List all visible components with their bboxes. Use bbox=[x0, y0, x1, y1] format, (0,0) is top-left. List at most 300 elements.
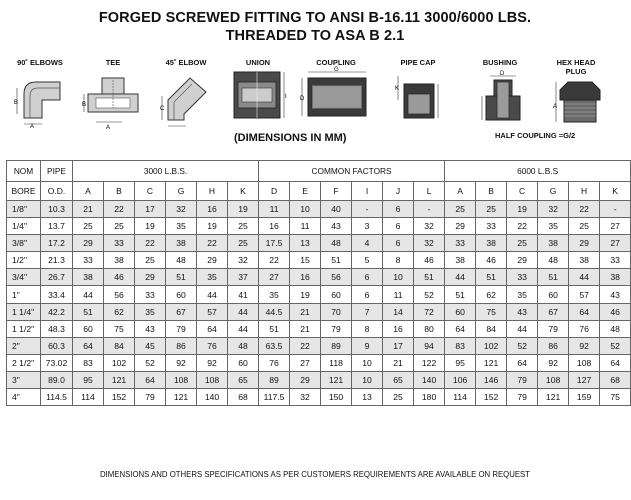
table-cell: 152 bbox=[104, 389, 135, 406]
table-row bbox=[7, 286, 631, 303]
table-cell: 79 bbox=[507, 389, 538, 406]
table-cell: 32 bbox=[414, 218, 445, 235]
table-cell: 4 bbox=[352, 235, 383, 252]
table-cell: 33 bbox=[73, 252, 104, 269]
table-cell: 121 bbox=[104, 371, 135, 388]
table-cell: 57 bbox=[569, 286, 600, 303]
nom-bore-cell: 4" bbox=[7, 389, 41, 406]
table-cell: 48 bbox=[321, 235, 352, 252]
column-header-h: H bbox=[569, 182, 600, 201]
table-cell: 46 bbox=[476, 252, 507, 269]
table-cell: 19 bbox=[135, 218, 166, 235]
table-cell: 11 bbox=[259, 201, 290, 218]
table-cell: 64 bbox=[600, 354, 631, 371]
table-cell: 38 bbox=[600, 269, 631, 286]
table-cell: 51 bbox=[414, 269, 445, 286]
table-cell: 40 bbox=[321, 201, 352, 218]
table-cell: 60 bbox=[445, 303, 476, 320]
column-header-k: K bbox=[228, 182, 259, 201]
nom-bore-cell: 1/4" bbox=[7, 218, 41, 235]
table-cell: 92 bbox=[166, 354, 197, 371]
table-cell: 121 bbox=[538, 389, 569, 406]
table-row bbox=[7, 201, 631, 218]
table-cell: 14 bbox=[383, 303, 414, 320]
column-header-l: L bbox=[414, 182, 445, 201]
table-cell: 51 bbox=[259, 320, 290, 337]
table-row bbox=[7, 320, 631, 337]
nom-bore-cell: 1/8" bbox=[7, 201, 41, 218]
table-row bbox=[7, 389, 631, 406]
table-cell: 150 bbox=[321, 389, 352, 406]
column-header-f: F bbox=[321, 182, 352, 201]
table-cell: 56 bbox=[321, 269, 352, 286]
column-header-a: A bbox=[445, 182, 476, 201]
figure-label-bushing: BUSHING bbox=[482, 58, 518, 67]
figure-label-hex-head-plug: HEX HEAD PLUG bbox=[556, 58, 596, 76]
column-header-h: H bbox=[197, 182, 228, 201]
table-cell: 29 bbox=[507, 252, 538, 269]
table-cell: 10 bbox=[383, 269, 414, 286]
table-row bbox=[7, 337, 631, 354]
table-cell: 95 bbox=[445, 354, 476, 371]
table-cell: 51 bbox=[73, 303, 104, 320]
table-cell: 29 bbox=[197, 252, 228, 269]
table-cell: 44.5 bbox=[259, 303, 290, 320]
svg-text:B: B bbox=[14, 100, 19, 106]
table-cell: 35 bbox=[166, 218, 197, 235]
column-header-d: D bbox=[259, 182, 290, 201]
table-cell: 86 bbox=[538, 337, 569, 354]
table-row bbox=[7, 354, 631, 371]
table-cell: 32 bbox=[166, 201, 197, 218]
svg-text:G: G bbox=[334, 67, 339, 73]
table-cell: 21 bbox=[383, 354, 414, 371]
table-cell: 6 bbox=[352, 269, 383, 286]
table-cell: 46 bbox=[104, 269, 135, 286]
table-cell: 22 bbox=[104, 201, 135, 218]
table-cell: 22 bbox=[569, 201, 600, 218]
table-cell: 76 bbox=[569, 320, 600, 337]
table-cell: 6 bbox=[352, 286, 383, 303]
pipe-od-cell: 42.2 bbox=[41, 303, 73, 320]
table-cell: 79 bbox=[135, 389, 166, 406]
table-cell: 127 bbox=[569, 371, 600, 388]
table-cell: 60 bbox=[321, 286, 352, 303]
table-cell: 35 bbox=[507, 286, 538, 303]
table-cell: 121 bbox=[321, 371, 352, 388]
table-cell: 102 bbox=[104, 354, 135, 371]
table-cell: 94 bbox=[414, 337, 445, 354]
table-cell: 33 bbox=[135, 286, 166, 303]
table-cell: 19 bbox=[228, 201, 259, 218]
table-cell: 89 bbox=[259, 371, 290, 388]
header-3000-lbs: 3000 L.B.S. bbox=[73, 161, 259, 182]
table-cell: 15 bbox=[290, 252, 321, 269]
table-cell: 22 bbox=[290, 337, 321, 354]
column-header-c: C bbox=[135, 182, 166, 201]
pipe-od-cell: 26.7 bbox=[41, 269, 73, 286]
table-cell: 140 bbox=[197, 389, 228, 406]
table-cell: 51 bbox=[445, 286, 476, 303]
nom-bore-cell: 2" bbox=[7, 337, 41, 354]
column-header-k: K bbox=[600, 182, 631, 201]
table-cell: 64 bbox=[135, 371, 166, 388]
table-cell: 38 bbox=[538, 235, 569, 252]
pipe-cap-drawing bbox=[394, 68, 444, 126]
table-cell: 45 bbox=[135, 337, 166, 354]
nom-bore-cell: 1" bbox=[7, 286, 41, 303]
table-cell: - bbox=[600, 201, 631, 218]
table-cell: 63.5 bbox=[259, 337, 290, 354]
figure-label-tee: TEE bbox=[105, 58, 121, 67]
table-cell: 48 bbox=[228, 337, 259, 354]
table-cell: 92 bbox=[197, 354, 228, 371]
pipe-od-cell: 48.3 bbox=[41, 320, 73, 337]
table-cell: 67 bbox=[538, 303, 569, 320]
header-od: O.D. bbox=[41, 182, 73, 201]
table-cell: 64 bbox=[445, 320, 476, 337]
table-cell: 43 bbox=[600, 286, 631, 303]
nom-bore-cell: 1 1/4" bbox=[7, 303, 41, 320]
table-cell: 46 bbox=[414, 252, 445, 269]
table-cell: 17 bbox=[135, 201, 166, 218]
nom-bore-cell: 2 1/2" bbox=[7, 354, 41, 371]
table-body bbox=[7, 201, 631, 406]
column-header-j: J bbox=[383, 182, 414, 201]
table-cell: 117.5 bbox=[259, 389, 290, 406]
table-cell: 25 bbox=[228, 218, 259, 235]
table-cell: 43 bbox=[135, 320, 166, 337]
table-cell: 17 bbox=[383, 337, 414, 354]
table-row bbox=[7, 269, 631, 286]
table-cell: 108 bbox=[166, 371, 197, 388]
pipe-od-cell: 89.0 bbox=[41, 371, 73, 388]
table-cell: 60 bbox=[228, 354, 259, 371]
table-cell: 68 bbox=[600, 371, 631, 388]
table-cell: 62 bbox=[104, 303, 135, 320]
table-cell: 44 bbox=[569, 269, 600, 286]
table-cell: 33 bbox=[507, 269, 538, 286]
figure-label-coupling: COUPLING bbox=[316, 58, 356, 67]
nom-bore-cell: 3/4" bbox=[7, 269, 41, 286]
table-cell: 19 bbox=[290, 286, 321, 303]
elbow-45-drawing bbox=[160, 70, 214, 130]
table-cell: 114 bbox=[445, 389, 476, 406]
table-cell: 51 bbox=[538, 269, 569, 286]
table-cell: 122 bbox=[414, 354, 445, 371]
table-group-header-row bbox=[7, 161, 631, 182]
dimensions-note: (DIMENSIONS IN MM) bbox=[234, 132, 347, 144]
table-cell: 86 bbox=[166, 337, 197, 354]
table-cell: 8 bbox=[383, 252, 414, 269]
hex-plug-drawing bbox=[554, 78, 606, 132]
nom-bore-cell: 1 1/2" bbox=[7, 320, 41, 337]
table-cell: 140 bbox=[414, 371, 445, 388]
table-cell: 62 bbox=[476, 286, 507, 303]
footer-note: DIMENSIONS AND OTHERS SPECIFICATIONS AS PER CUSTOMERS REQUIREMENTS ARE AVAILABLE ON REQUEST bbox=[99, 470, 531, 479]
table-cell: 10 bbox=[352, 371, 383, 388]
figure-label-45-elbow: 45˚ ELBOW bbox=[165, 58, 207, 67]
svg-text:A: A bbox=[106, 125, 111, 131]
figure-label-union: UNION bbox=[245, 58, 271, 67]
table-cell: 51 bbox=[476, 269, 507, 286]
table-cell: 48 bbox=[166, 252, 197, 269]
table-cell: 21 bbox=[73, 201, 104, 218]
table-cell: 35 bbox=[538, 218, 569, 235]
table-cell: 79 bbox=[538, 320, 569, 337]
coupling-drawing bbox=[300, 68, 374, 126]
table-cell: 106 bbox=[445, 371, 476, 388]
table-row bbox=[7, 218, 631, 235]
table-cell: 72 bbox=[414, 303, 445, 320]
table-cell: 114 bbox=[73, 389, 104, 406]
table-cell: 57 bbox=[197, 303, 228, 320]
table-cell: 5 bbox=[352, 252, 383, 269]
table-cell: 6 bbox=[383, 201, 414, 218]
table-cell: 19 bbox=[507, 201, 538, 218]
table-cell: 48 bbox=[600, 320, 631, 337]
pipe-od-cell: 33.4 bbox=[41, 286, 73, 303]
table-cell: 29 bbox=[73, 235, 104, 252]
table-cell: 51 bbox=[321, 252, 352, 269]
figure-label-pipe-cap: PIPE CAP bbox=[400, 58, 436, 67]
nom-bore-cell: 3" bbox=[7, 371, 41, 388]
table-cell: 38 bbox=[476, 235, 507, 252]
table-cell: 121 bbox=[166, 389, 197, 406]
table-cell: 84 bbox=[476, 320, 507, 337]
pipe-od-cell: 13.7 bbox=[41, 218, 73, 235]
table-cell: 68 bbox=[228, 389, 259, 406]
table-cell: 180 bbox=[414, 389, 445, 406]
table-cell: 25 bbox=[135, 252, 166, 269]
table-column-header-row bbox=[7, 182, 631, 201]
table-cell: 27 bbox=[259, 269, 290, 286]
table-cell: 46 bbox=[600, 303, 631, 320]
pipe-od-cell: 10.3 bbox=[41, 201, 73, 218]
table-cell: 43 bbox=[507, 303, 538, 320]
table-cell: 19 bbox=[197, 218, 228, 235]
table-cell: 35 bbox=[197, 269, 228, 286]
table-cell: 29 bbox=[569, 235, 600, 252]
page-title: FORGED SCREWED FITTING TO ANSI B-16.11 3000/6000 LBS. bbox=[98, 10, 532, 26]
table-cell: 79 bbox=[166, 320, 197, 337]
table-cell: 8 bbox=[352, 320, 383, 337]
table-cell: 108 bbox=[569, 354, 600, 371]
table-cell: 51 bbox=[166, 269, 197, 286]
table-cell: 152 bbox=[476, 389, 507, 406]
column-header-g: G bbox=[538, 182, 569, 201]
svg-text:A: A bbox=[553, 104, 558, 110]
page-subtitle: THREADED TO ASA B 2.1 bbox=[225, 28, 405, 44]
table-cell: 32 bbox=[414, 235, 445, 252]
table-cell: 89 bbox=[321, 337, 352, 354]
header-nom: NOM bbox=[7, 161, 41, 182]
table-cell: 25 bbox=[383, 389, 414, 406]
column-header-g: G bbox=[166, 182, 197, 201]
table-cell: 38 bbox=[104, 252, 135, 269]
table-cell: 67 bbox=[166, 303, 197, 320]
pipe-od-cell: 21.3 bbox=[41, 252, 73, 269]
table-cell: 65 bbox=[383, 371, 414, 388]
table-cell: 44 bbox=[445, 269, 476, 286]
table-cell: 56 bbox=[104, 286, 135, 303]
table-cell: 7 bbox=[352, 303, 383, 320]
table-cell: 35 bbox=[135, 303, 166, 320]
table-cell: 38 bbox=[73, 269, 104, 286]
table-cell: 108 bbox=[538, 371, 569, 388]
table-cell: 44 bbox=[507, 320, 538, 337]
table-row bbox=[7, 371, 631, 388]
table-cell: 33 bbox=[104, 235, 135, 252]
table-cell: 60 bbox=[166, 286, 197, 303]
table-cell: 11 bbox=[290, 218, 321, 235]
table-cell: 16 bbox=[197, 201, 228, 218]
table-cell: 17.5 bbox=[259, 235, 290, 252]
table-cell: 38 bbox=[445, 252, 476, 269]
table-cell: 52 bbox=[135, 354, 166, 371]
table-cell: 25 bbox=[476, 201, 507, 218]
svg-text:D: D bbox=[300, 96, 305, 102]
column-header-a: A bbox=[73, 182, 104, 201]
table-cell: 16 bbox=[259, 218, 290, 235]
column-header-c: C bbox=[507, 182, 538, 201]
table-cell: 22 bbox=[197, 235, 228, 252]
table-cell: 44 bbox=[228, 303, 259, 320]
union-drawing bbox=[228, 68, 290, 126]
table-cell: 52 bbox=[600, 337, 631, 354]
table-cell: 38 bbox=[569, 252, 600, 269]
table-cell: 25 bbox=[569, 218, 600, 235]
table-cell: 83 bbox=[73, 354, 104, 371]
pipe-od-cell: 73.02 bbox=[41, 354, 73, 371]
table-cell: 25 bbox=[73, 218, 104, 235]
table-cell: 95 bbox=[73, 371, 104, 388]
table-cell: 13 bbox=[352, 389, 383, 406]
table-cell: 25 bbox=[507, 235, 538, 252]
table-cell: 60 bbox=[538, 286, 569, 303]
table-cell: 76 bbox=[197, 337, 228, 354]
pipe-od-cell: 114.5 bbox=[41, 389, 73, 406]
bushing-drawing bbox=[478, 72, 528, 128]
tee-drawing bbox=[82, 72, 146, 132]
table-cell: - bbox=[414, 201, 445, 218]
table-cell: 32 bbox=[538, 201, 569, 218]
table-cell: 33 bbox=[476, 218, 507, 235]
column-header-b: B bbox=[476, 182, 507, 201]
table-cell: 43 bbox=[321, 218, 352, 235]
table-cell: 44 bbox=[228, 320, 259, 337]
table-cell: 146 bbox=[476, 371, 507, 388]
table-cell: 83 bbox=[445, 337, 476, 354]
table-cell: 75 bbox=[600, 389, 631, 406]
table-cell: 29 bbox=[445, 218, 476, 235]
table-cell: 33 bbox=[600, 252, 631, 269]
header-bore: BORE bbox=[7, 182, 41, 201]
table-cell: 92 bbox=[569, 337, 600, 354]
svg-text:B: B bbox=[82, 102, 87, 108]
table-cell: 21 bbox=[290, 303, 321, 320]
table-cell: 75 bbox=[476, 303, 507, 320]
column-header-e: E bbox=[290, 182, 321, 201]
figure-label-90-elbow: 90˚ ELBOWS bbox=[17, 58, 63, 67]
table-cell: 52 bbox=[414, 286, 445, 303]
table-cell: 27 bbox=[290, 354, 321, 371]
table-cell: 64 bbox=[197, 320, 228, 337]
table-cell: 32 bbox=[228, 252, 259, 269]
table-cell: 79 bbox=[507, 371, 538, 388]
table-cell: 159 bbox=[569, 389, 600, 406]
table-cell: 11 bbox=[383, 286, 414, 303]
table-cell: 16 bbox=[383, 320, 414, 337]
table-cell: 44 bbox=[197, 286, 228, 303]
table-cell: 25 bbox=[445, 201, 476, 218]
nom-bore-cell: 1/2" bbox=[7, 252, 41, 269]
table-cell: 92 bbox=[538, 354, 569, 371]
table-cell: 38 bbox=[166, 235, 197, 252]
table-cell: 80 bbox=[414, 320, 445, 337]
table-cell: 44 bbox=[73, 286, 104, 303]
table-cell: 64 bbox=[73, 337, 104, 354]
dimension-table bbox=[6, 160, 631, 406]
table-cell: 27 bbox=[600, 235, 631, 252]
table-cell: 29 bbox=[290, 371, 321, 388]
column-header-b: B bbox=[104, 182, 135, 201]
table-cell: 65 bbox=[228, 371, 259, 388]
table-cell: 25 bbox=[104, 218, 135, 235]
table-cell: 108 bbox=[197, 371, 228, 388]
table-cell: - bbox=[352, 201, 383, 218]
column-header-i: I bbox=[352, 182, 383, 201]
table-cell: 60 bbox=[73, 320, 104, 337]
table-cell: 84 bbox=[104, 337, 135, 354]
table-cell: 13 bbox=[290, 235, 321, 252]
nom-bore-cell: 3/8" bbox=[7, 235, 41, 252]
table-cell: 10 bbox=[352, 354, 383, 371]
table-cell: 32 bbox=[290, 389, 321, 406]
table-cell: 118 bbox=[321, 354, 352, 371]
table-row bbox=[7, 235, 631, 252]
elbow-90-drawing bbox=[12, 70, 70, 128]
table-cell: 10 bbox=[290, 201, 321, 218]
table-cell: 22 bbox=[507, 218, 538, 235]
svg-text:C: C bbox=[160, 106, 165, 112]
table-cell: 29 bbox=[135, 269, 166, 286]
table-cell: 6 bbox=[383, 235, 414, 252]
table-cell: 9 bbox=[352, 337, 383, 354]
table-cell: 3 bbox=[352, 218, 383, 235]
table-cell: 25 bbox=[228, 235, 259, 252]
table-cell: 76 bbox=[259, 354, 290, 371]
table-cell: 64 bbox=[569, 303, 600, 320]
table-cell: 121 bbox=[476, 354, 507, 371]
svg-text:A: A bbox=[30, 124, 35, 130]
header-6000-lbs: 6000 L.B.S bbox=[445, 161, 631, 182]
table-cell: 41 bbox=[228, 286, 259, 303]
table-cell: 75 bbox=[104, 320, 135, 337]
table-cell: 22 bbox=[259, 252, 290, 269]
table-cell: 22 bbox=[135, 235, 166, 252]
table-row bbox=[7, 303, 631, 320]
table-cell: 27 bbox=[600, 218, 631, 235]
table-cell: 21 bbox=[290, 320, 321, 337]
table-cell: 70 bbox=[321, 303, 352, 320]
table-cell: 35 bbox=[259, 286, 290, 303]
table-cell: 37 bbox=[228, 269, 259, 286]
table-cell: 102 bbox=[476, 337, 507, 354]
table-cell: 6 bbox=[383, 218, 414, 235]
table-cell: 79 bbox=[321, 320, 352, 337]
svg-text:I: I bbox=[285, 94, 287, 100]
